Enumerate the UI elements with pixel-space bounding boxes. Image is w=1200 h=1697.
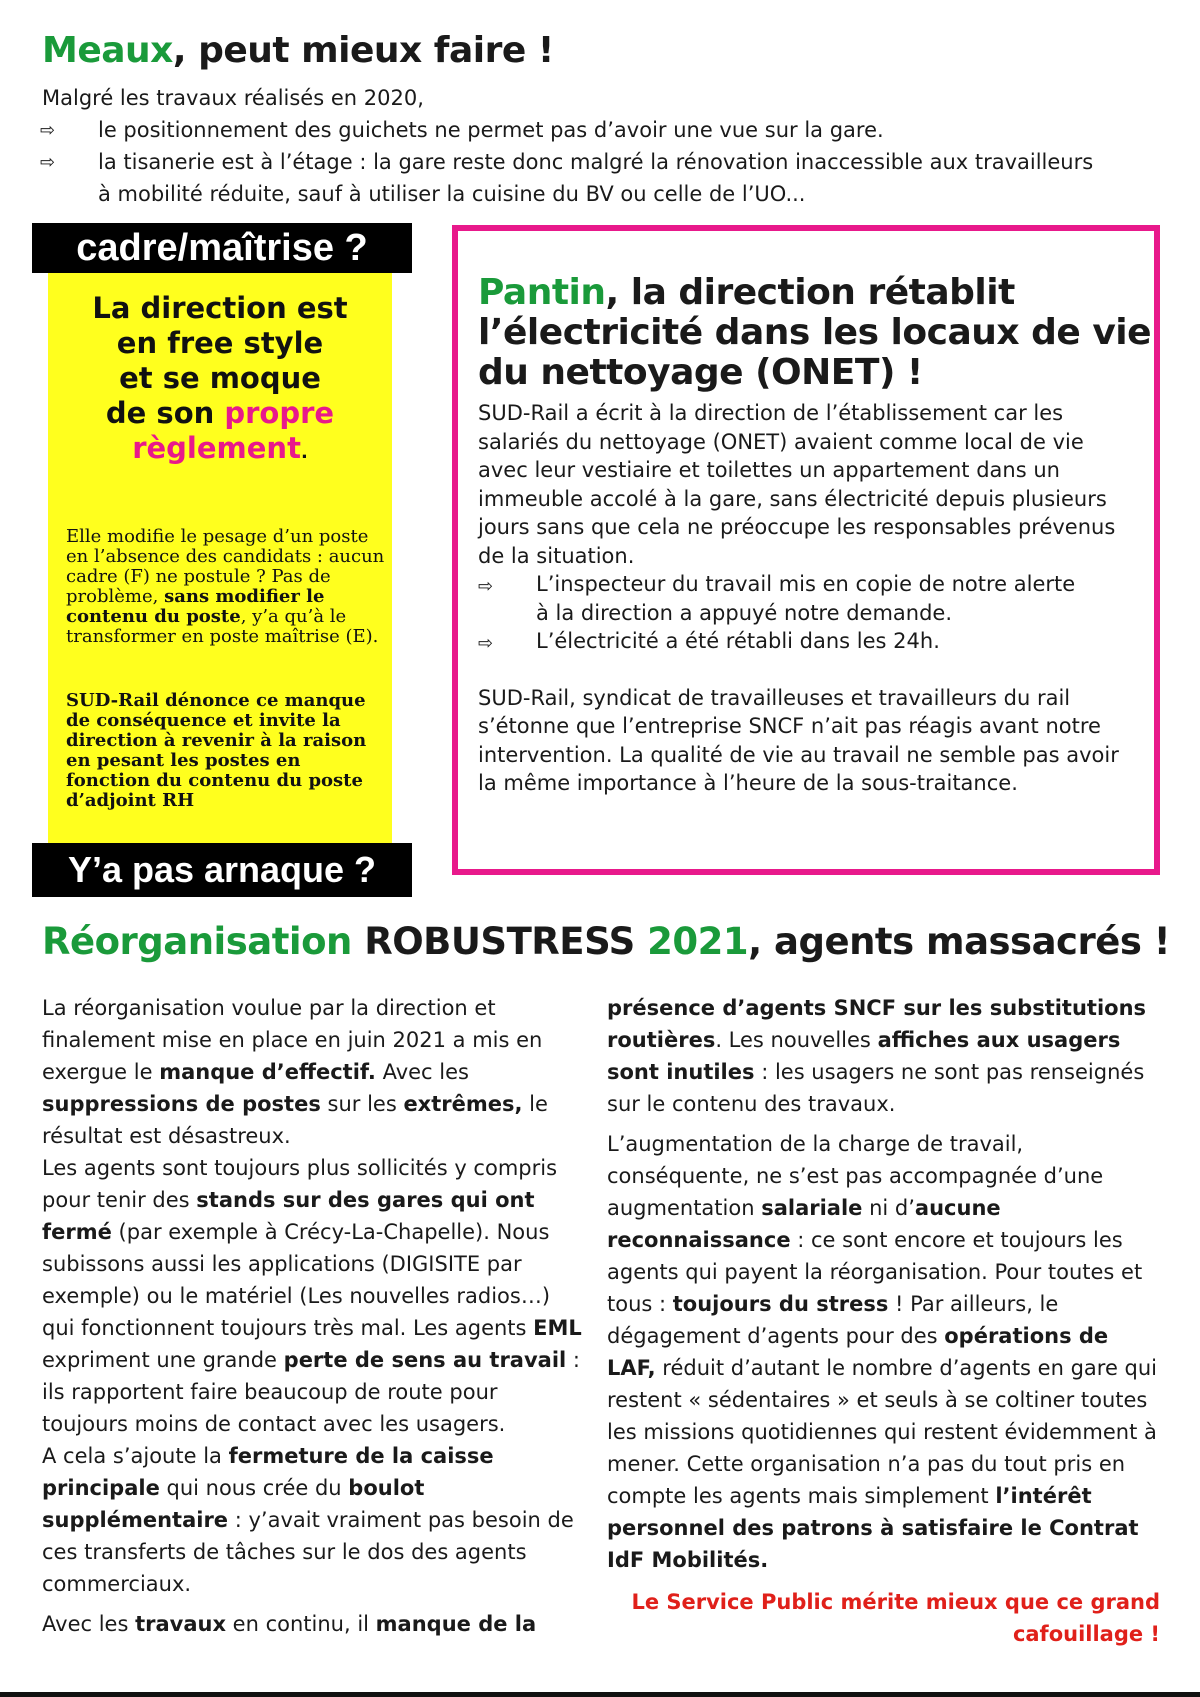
bold-text: salariale	[761, 1196, 863, 1220]
text: A cela s’ajoute la	[42, 1444, 229, 1468]
text: ! Par ailleurs, le dégagement d’agents pour des	[607, 1292, 1059, 1348]
text: ni d’	[862, 1196, 915, 1220]
cadre-p1-bold: sans modifier le contenu du poste	[66, 586, 325, 627]
text: L’augmentation de la charge de travail, conséquente, ne s’est pas accompagnée d’une augmentation	[607, 1132, 1104, 1220]
bold-text: perte de sens au travail	[283, 1348, 567, 1372]
cadre-headline-line: et se moque	[119, 361, 321, 395]
text: Avec les	[375, 1060, 469, 1084]
cadre-p1-text: , y’a qu’à le transformer en poste maîtrise (E).	[66, 606, 379, 647]
text: Avec les	[42, 1612, 136, 1636]
pantin-bullet-2-text: L’électricité a été rétabli dans les 24h.	[536, 629, 940, 653]
bold-text: manque de la	[375, 1612, 537, 1636]
meaux-bullet-2-line1: la tisanerie est à l’étage : la gare reste donc malgré la rénovation inaccessible aux travailleurs	[98, 150, 1094, 174]
pantin-body	[478, 399, 1138, 798]
pantin-heading-rest: , la direction rétablit l’électricité dans les locaux de vie du nettoyage (ONET) !	[478, 272, 1152, 393]
bold-text: extrêmes,	[403, 1092, 523, 1116]
bold-text: fermeture de la caisse principale	[42, 1444, 494, 1500]
double-arrow-icon: ⇨	[478, 576, 494, 597]
conclusion-line: Le Service Public mérite mieux que ce grand	[631, 1590, 1160, 1614]
cadre-headline-text: de son	[105, 396, 225, 430]
pantin-paragraph-2: SUD-Rail, syndicat de travailleuses et travailleurs du rail s’étonne que l’entreprise SNCF n’ait pas réagis avant notre intervention. La qualité de vie au travail ne semble pas avoir la même importance à l’heure de la sous-traitance.	[478, 685, 1119, 795]
cadre-headline	[48, 291, 392, 470]
reorg-left-paragraph-2	[42, 1152, 587, 1440]
text: . Les nouvelles	[715, 1028, 878, 1052]
cadre-headline-line	[48, 431, 392, 470]
reorg-right-paragraph-2	[607, 1128, 1162, 1576]
reorg-heading-bang: !	[1141, 920, 1171, 963]
cadre-p1-text: Elle modifie le pesage d’un poste en l’absence des candidats : aucun cadre (F) ne postule ? Pas de problème,	[66, 526, 385, 607]
bold-text: toujours du stress	[672, 1292, 889, 1316]
pantin-bullet-1	[478, 570, 1138, 627]
cadre-headline-highlight: propre	[224, 396, 335, 430]
reorg-left-paragraph-3	[42, 1440, 587, 1600]
reorg-right-paragraph-1	[607, 992, 1162, 1120]
meaux-heading-bang: !	[525, 30, 554, 71]
arnaque-banner: Y’a pas arnaque ?	[32, 843, 412, 897]
text: en continu, il	[226, 1612, 376, 1636]
reorg-heading-part: , agents massacrés	[748, 920, 1142, 963]
double-arrow-icon: ⇨	[478, 633, 494, 654]
meaux-intro: Malgré les travaux réalisés en 2020,	[42, 86, 424, 110]
pantin-box	[452, 225, 1160, 875]
cadre-headline-line: La direction est	[92, 291, 348, 325]
meaux-heading-place: Meaux	[42, 30, 173, 71]
cadre-yellow-panel	[48, 273, 392, 843]
cadre-paragraph-2: SUD-Rail dénonce ce manque de conséquence et invite la direction à revenir à la raison en pesant les postes en fonction du contenu du poste d’adjoint RH	[66, 690, 367, 811]
pantin-bullet-1-line: L’inspecteur du travail mis en copie de notre alerte	[536, 572, 1076, 596]
conclusion-line: cafouillage !	[1012, 1622, 1160, 1646]
meaux-bullet-2-line2: à mobilité réduite, sauf à utiliser la cuisine du BV ou celle de l’UO...	[98, 182, 806, 206]
cadre-headline-line	[48, 396, 392, 431]
pantin-bullet-1-line: à la direction a appuyé notre demande.	[536, 600, 953, 625]
bottom-divider	[0, 1692, 1200, 1697]
text: réduit d’autant le nombre d’agents en gare qui restent « sédentaires » et seuls à se coltiner toutes les missions quotidiennes qui restent évidemment à mener. Cette organisation n’a pas du tout pris en compte les agents mais simplement	[607, 1356, 1158, 1508]
bold-text: EML	[533, 1316, 582, 1340]
text: Les agents sont toujours plus sollicités y compris pour tenir des	[42, 1156, 558, 1212]
text: La réorganisation voulue par la direction et finalement mise en place en juin 2021 a mis en exergue le	[42, 996, 543, 1084]
meaux-heading	[42, 30, 554, 71]
reorg-right-column	[607, 992, 1162, 1576]
text: : ce sont encore et toujours les agents qui payent la réorganisation. Pour toutes et tous :	[607, 1228, 1143, 1316]
text: : y’avait vraiment pas besoin de ces transferts de tâches sur le dos des agents commerciaux.	[42, 1508, 574, 1596]
bold-text: travaux	[135, 1612, 226, 1636]
reorg-left-paragraph-4	[42, 1608, 587, 1640]
cadre-headline-line: en free style	[116, 326, 324, 360]
double-arrow-icon: ⇨	[40, 152, 56, 173]
text: : ils rapportent faire beaucoup de route pour toujours moins de contact avec les usagers.	[42, 1348, 580, 1436]
reorg-heading-part: 2021	[634, 920, 749, 963]
bold-text: stands sur des gares qui ont fermé	[42, 1188, 535, 1244]
cadre-paragraph-1	[66, 527, 386, 647]
bold-text: manque d’effectif.	[159, 1060, 376, 1084]
text: le résultat est désastreux.	[42, 1092, 548, 1148]
bold-text: suppressions de postes	[42, 1092, 321, 1116]
bold-text: aucune reconnaissance	[607, 1196, 1001, 1252]
pantin-bullet-2	[478, 627, 1138, 656]
bold-text: opérations de LAF,	[607, 1324, 1109, 1380]
text: (par exemple à Crécy-La-Chapelle). Nous subissons aussi les applications (DIGISITE par exemple) ou le matériel (Les nouvelles radios…) qui fonctionnent toujours très mal. Les agents	[42, 1220, 551, 1340]
text: sur les	[320, 1092, 404, 1116]
pantin-paragraph-1: SUD-Rail a écrit à la direction de l’établissement car les salariés du nettoyage (ONET) avaient comme local de vie avec leur vestiaire et toilettes un appartement dans un immeuble accolé à la gare, sans électricité depuis plusieurs jours sans que cela ne préoccupe les responsables prévenus de la situation.	[478, 401, 1116, 568]
bold-text: l’intérêt personnel des patrons à satisfaire le Contrat IdF Mobilités.	[607, 1484, 1139, 1572]
meaux-heading-rest: , peut mieux faire	[172, 30, 526, 71]
pantin-heading-place: Pantin	[478, 272, 606, 313]
reorg-heading-part: Réorganisation	[42, 920, 365, 963]
bold-text: présence d’agents SNCF sur les substitutions routières	[607, 996, 1147, 1052]
cadre-headline-dot: .	[300, 442, 308, 463]
reorg-conclusion	[600, 1586, 1160, 1650]
cadre-headline-highlight: règlement	[132, 431, 301, 465]
reorg-heading	[42, 920, 1170, 963]
text: qui nous crée du	[159, 1476, 349, 1500]
meaux-bullet-1: le positionnement des guichets ne permet pas d’avoir une vue sur la gare.	[98, 118, 884, 142]
double-arrow-icon: ⇨	[40, 120, 56, 141]
text: expriment une grande	[42, 1348, 284, 1372]
reorg-left-column	[42, 992, 587, 1640]
reorg-heading-part: ROBUSTRESS	[364, 920, 635, 963]
bold-text: boulot supplémentaire	[42, 1476, 425, 1532]
bold-text: affiches aux usagers sont inutiles	[607, 1028, 1121, 1084]
text: : les usagers ne sont pas renseignés sur le contenu des travaux.	[607, 1060, 1145, 1116]
reorg-left-paragraph-1	[42, 992, 587, 1152]
pantin-heading	[478, 273, 1158, 393]
cadre-banner: cadre/maîtrise ?	[32, 223, 412, 273]
